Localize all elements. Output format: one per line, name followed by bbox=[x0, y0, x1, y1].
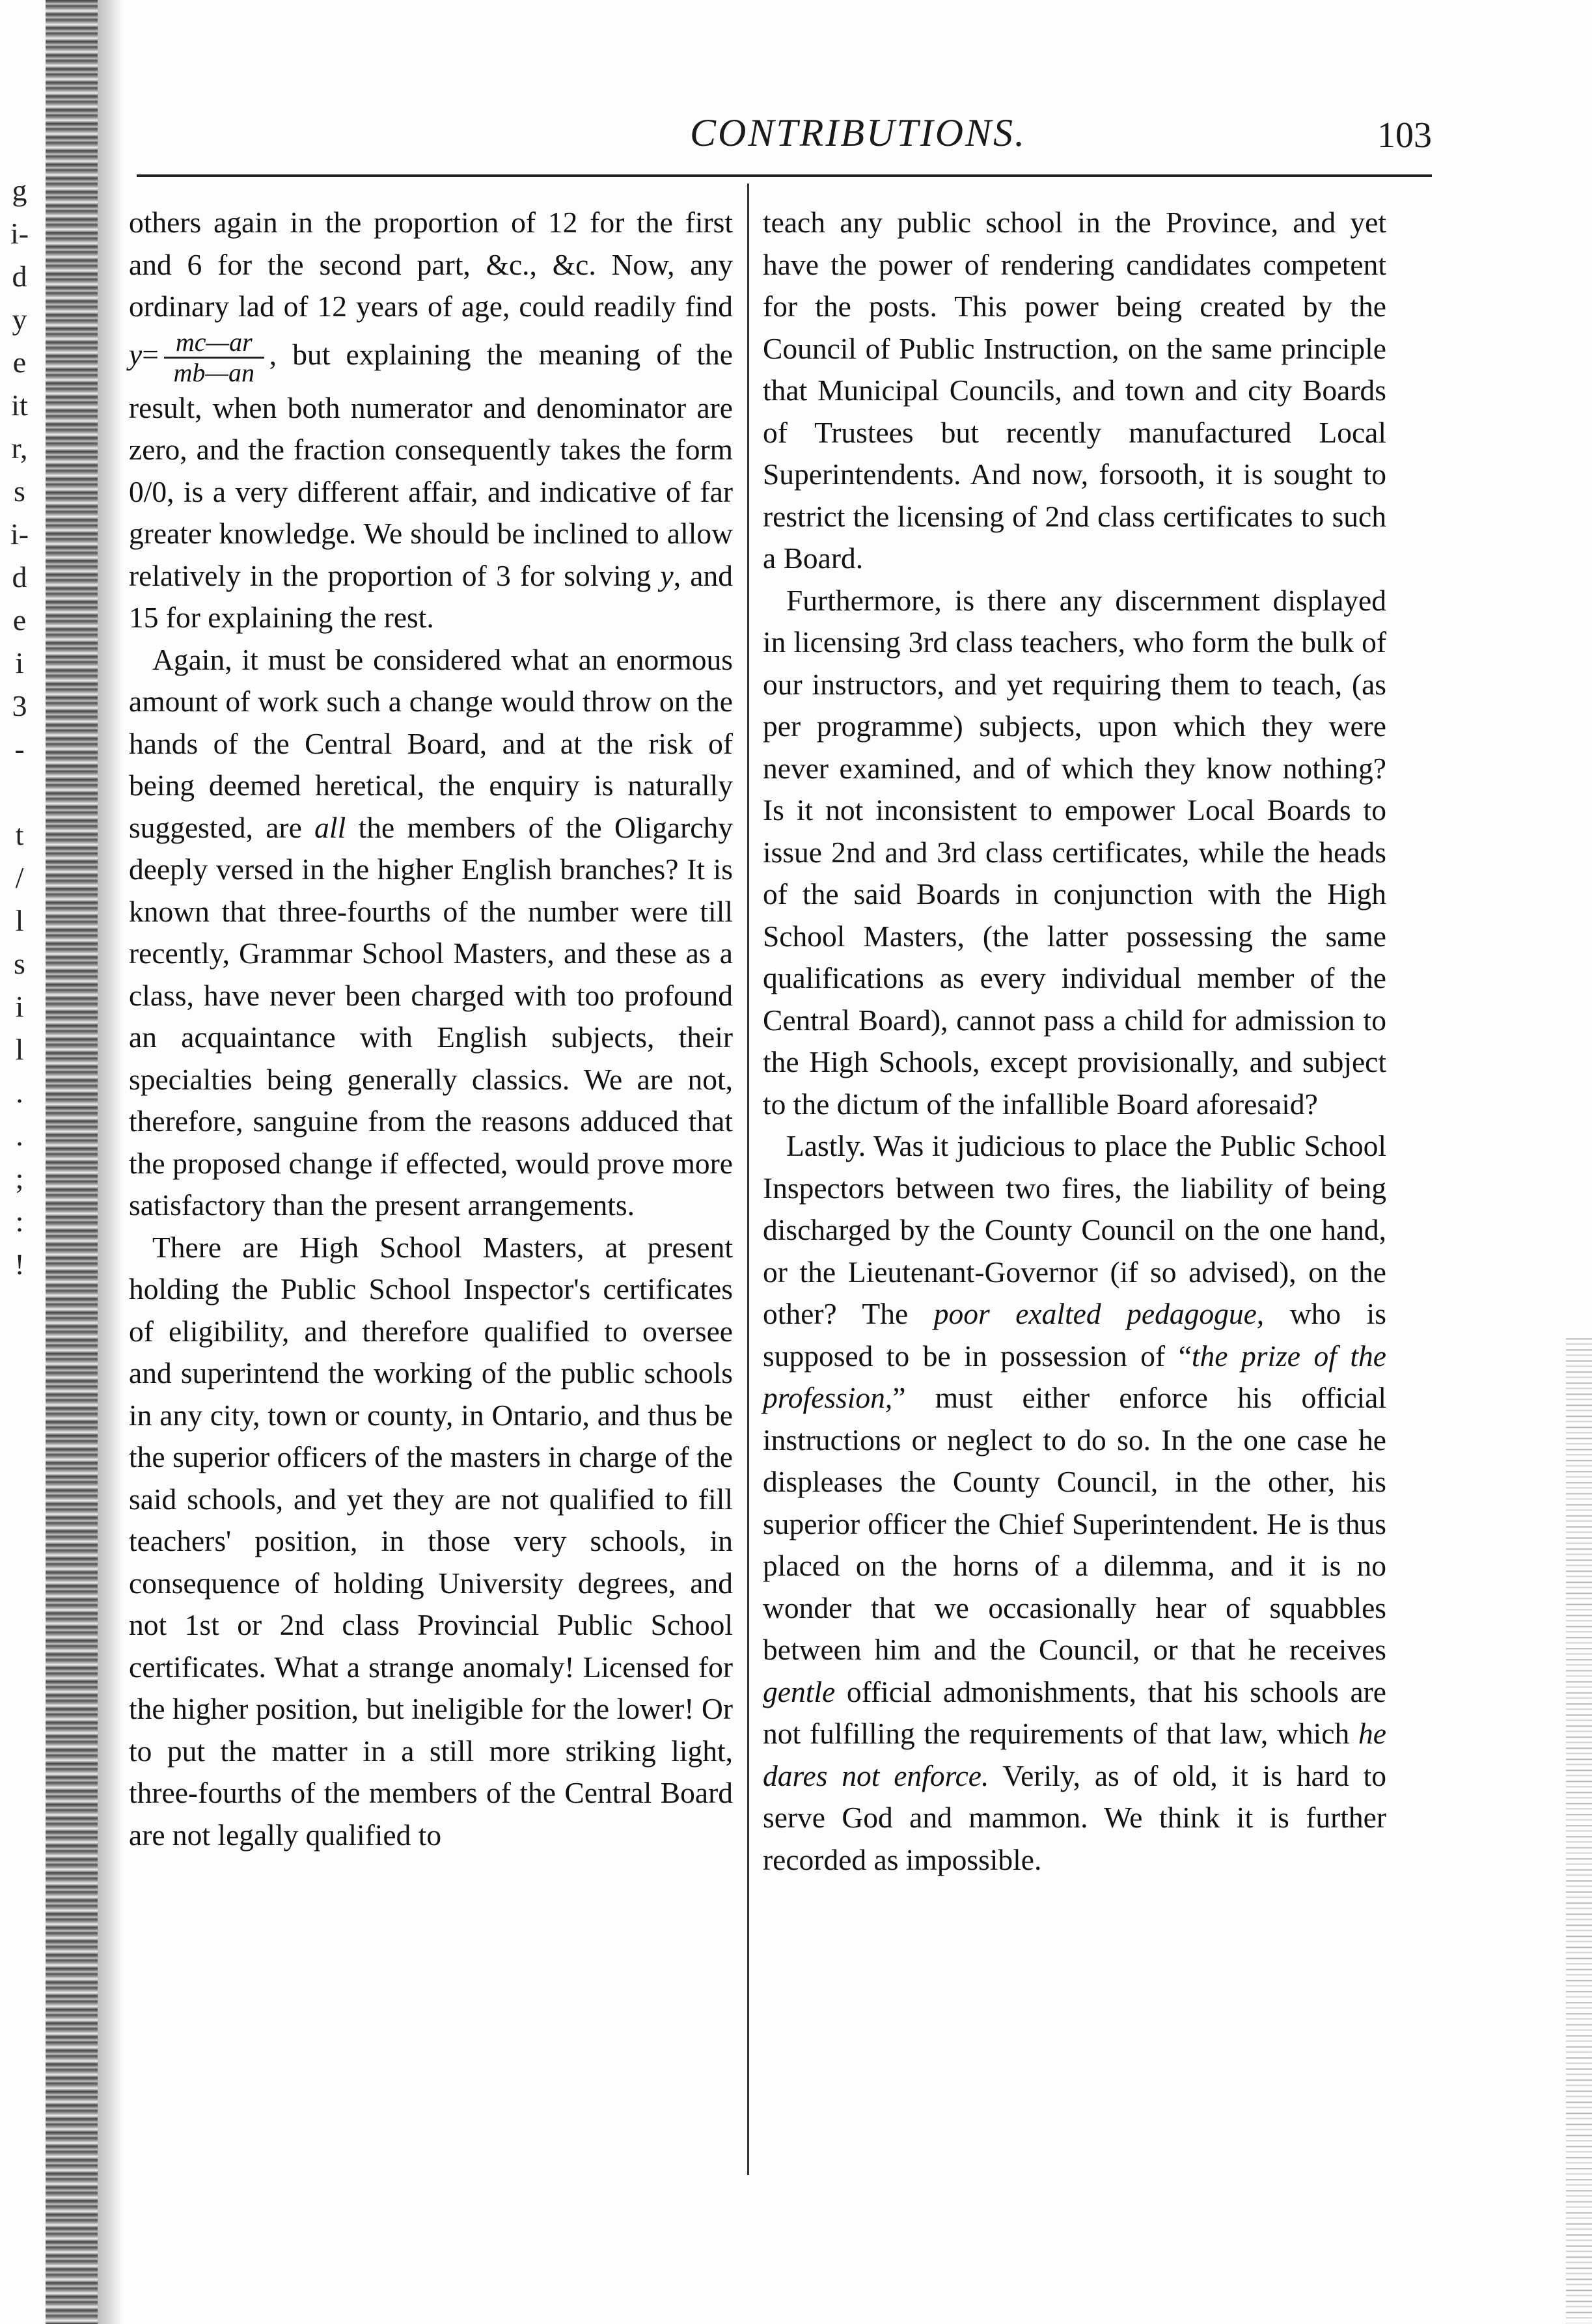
text-run: official admonishments, that his schools are not fulfilling the requirements of that law, which bbox=[763, 1675, 1386, 1750]
text-run: , but explaining the meaning of the result, when both numerator and denominator are zero, and the fraction consequently takes the form bbox=[129, 337, 733, 466]
header-rule bbox=[137, 174, 1432, 177]
fragment-char: / bbox=[15, 861, 24, 894]
emphasis: all bbox=[314, 810, 346, 844]
fragment-char: t bbox=[15, 818, 24, 851]
adjacent-page-fragment bbox=[0, 169, 39, 1286]
page-edge-speckle bbox=[1566, 1334, 1592, 2323]
paragraph: There are High School Masters, at present holding the Public School Inspector's certificates of eligibility, and therefore qualified to oversee and superintend the working of the public schools in any city, town or county, in Ontario, and thus be the superior officers of the masters in charge of the said schools, and yet they are not qualified to fill teachers' position, in those very schools, in consequence of holding University degrees, and not 1st or 2nd class Provincial Public School certificates. What a strange anomaly! Licensed for the higher position, but ineligible for the lower! Or to put the matter in a still more striking light, three-fourths of the members of the Central Board are not legally qualified to bbox=[129, 1230, 733, 1852]
fragment-char: i- bbox=[10, 517, 29, 551]
fragment-char: - bbox=[14, 732, 25, 765]
fragment-char: e bbox=[12, 346, 27, 379]
paragraph: teach any public school in the Province, and yet have the power of rendering candidates competent for the posts. This power being created by the Council of Public Instruction, on the same principle that Municipal Councils, and town and city Boards of Trustees but recently manufactured Local Superintendents. And now, forsooth, it is sought to restrict the licensing of 2nd class certificates to such a Board. bbox=[763, 206, 1386, 575]
fragment-char: r, bbox=[11, 431, 28, 465]
fragment-char: s bbox=[14, 947, 25, 980]
fragment-char: s bbox=[14, 474, 25, 508]
emphasis: gentle bbox=[763, 1675, 836, 1708]
binding-gutter bbox=[46, 0, 98, 2324]
text-run: ” must either enforce his official instructions or neglect to do so. In the one case he displeases the County Council, in the other, his superior officer the Chief Superintendent. He is thus placed on the horns of a dilemma, and it is no wonder that we occasionally hear of squabbles between him and the Council, or that he receives bbox=[763, 1381, 1386, 1666]
paragraph: Furthermore, is there any discernment displayed in licensing 3rd class teachers, who form the bulk of our instructors, and yet requiring them to teach, (as per programme) subjects, upon which they were never examined, and of which they know nothing? Is it not inconsistent to empower Local Boards to issue 2nd and 3rd class certificates, while the heads of the said Boards in conjunction with the High School Masters, (the latter possessing the same qualifications as every individual member of the Central Board), cannot pass a child for admission to the High Schools, except provisionally, and subject to the dictum of the infallible Board aforesaid? bbox=[763, 583, 1386, 1121]
gutter-shadow bbox=[98, 0, 124, 2324]
fragment-char: i bbox=[15, 990, 24, 1023]
math-variable: y bbox=[660, 558, 674, 592]
emphasis: the prize of the profession, bbox=[763, 1339, 1386, 1414]
fragment-char: l bbox=[15, 904, 24, 937]
text-run: others again in the proportion of 12 for the first and 6 for the second part, &c., &c. Now, any ordinary lad of 12 years of age, could readily find bbox=[129, 206, 733, 323]
math-operator: = bbox=[142, 337, 159, 371]
math-zero-over-zero: 0/0 bbox=[129, 474, 167, 508]
text-run: Verily, as of old, it is hard to serve God and mammon. We think it is further recorded as impossible. bbox=[763, 1758, 1387, 1876]
emphasis: poor exalted pedagogue, bbox=[933, 1297, 1265, 1330]
fragment-char: d bbox=[12, 560, 27, 594]
page-header bbox=[130, 111, 1432, 169]
fragment-char: 3 bbox=[12, 689, 27, 722]
fragment-char bbox=[0, 771, 39, 813]
fragment-char: : bbox=[15, 1205, 24, 1238]
fragment-char: i bbox=[15, 646, 24, 679]
text-run: who is supposed to be in possession of “ bbox=[763, 1297, 1386, 1373]
fragment-char: ! bbox=[14, 1248, 25, 1281]
text-run: , is a very different affair, and indicative of far greater knowledge. We should be inclined to allow relatively in the proportion of 3 for solving bbox=[129, 474, 733, 592]
fraction-denominator: mb—an bbox=[173, 357, 254, 387]
fragment-char: i- bbox=[10, 217, 29, 250]
fraction bbox=[164, 328, 264, 387]
emphasis: he dares not enforce. bbox=[763, 1717, 1386, 1792]
fraction-numerator: mc—ar bbox=[164, 328, 264, 359]
math-variable: y bbox=[129, 337, 143, 371]
fragment-char: . bbox=[16, 1119, 23, 1152]
page-number: 103 bbox=[1377, 115, 1432, 156]
text-run: the members of the Oligarchy deeply versed in the higher English branches? It is known that three-fourths of the number were till recently, Grammar School Masters, and these as a class, have never been charged with too profound an acquaintance with English subjects, their specialties being generally classics. We are not, therefore, sanguine from the reasons adduced that the proposed change if effected, would prove more satisfactory than the present arrangements. bbox=[129, 810, 733, 1222]
left-column bbox=[129, 202, 733, 1856]
text-run: Lastly. Was it judicious to place the Public School Inspectors between two fires, the liability of being discharged by the County Council on the one hand, or the Lieutenant-Governor (if so advised), on the other? The bbox=[763, 1129, 1386, 1330]
fragment-char: d bbox=[12, 260, 27, 293]
fragment-char: . bbox=[16, 1076, 23, 1109]
fragment-char: e bbox=[12, 603, 27, 636]
paragraph bbox=[763, 1125, 1386, 1881]
fragment-char: y bbox=[12, 303, 27, 336]
fragment-char: g bbox=[12, 174, 27, 207]
fragment-char: ; bbox=[15, 1162, 24, 1195]
paragraph bbox=[129, 202, 733, 639]
fragment-char: it bbox=[11, 389, 28, 422]
text-run: Again, it must be considered what an enormous amount of work such a change would throw on the hands of the Central Board, and at the risk of being deemed heretical, the enquiry is naturally suggested, are bbox=[129, 642, 733, 844]
running-head: CONTRIBUTIONS. bbox=[690, 111, 1027, 154]
column-divider bbox=[747, 184, 749, 2175]
text-run: , and 15 for explaining the rest. bbox=[129, 558, 733, 634]
fragment-char: l bbox=[15, 1033, 24, 1066]
right-column bbox=[763, 202, 1386, 1881]
paragraph bbox=[129, 639, 733, 1227]
